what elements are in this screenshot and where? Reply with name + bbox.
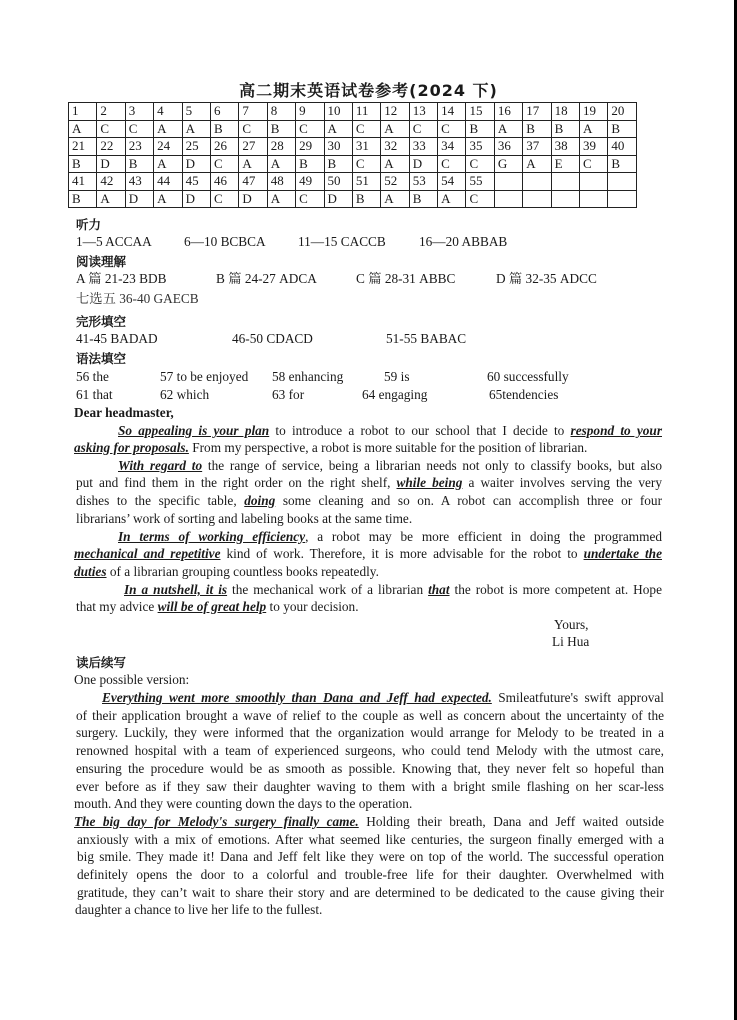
question-number-cell: 23 [125,138,153,156]
question-number-cell: 54 [438,173,466,191]
question-number-row [69,173,637,191]
question-number-cell: 4 [154,103,182,121]
key-phrase: In a nutshell, it is [124,582,228,597]
key-sentence: Everything went more smoothly than Dana and Jeff had expected. [102,690,492,705]
letter-closing: Yours, [554,617,589,632]
answer-cell: D [324,190,352,208]
answer-cell: B [409,190,437,208]
letter-p2-line2: put and find them in the right order on the right shelf, while being a waiter involves serving the very [76,475,662,490]
key-phrase: duties [74,564,107,579]
question-number-cell: 28 [267,138,295,156]
answer-cell: B [210,120,238,138]
question-number-cell [608,173,637,191]
reading-group: A 篇 21-23 BDB [76,271,167,286]
answer-cell [523,190,551,208]
key-phrase: undertake the [583,546,662,561]
question-number-cell: 31 [352,138,380,156]
letter-p1-line2: asking for proposals. From my perspective, a robot is more suitable for the position of librarian. [74,440,588,455]
answer-cell [608,190,637,208]
answer-cell: A [381,120,409,138]
answer-cell: D [182,155,210,173]
question-number-cell: 8 [267,103,295,121]
heading-listening: 听力 [76,217,102,232]
answer-row [69,120,637,138]
seven-choose-five: 七选五 36-40 GAECB [76,291,199,306]
answer-cell: B [608,120,637,138]
cont-p2-line: big smile. They made it! Dana and Jeff felt like they were on top of the world. The successful operation [77,849,664,864]
cont-p1-line: ever before as if they saw their daughter waving to them with a bright smile flashing on her scar-less [76,779,664,794]
answer-cell: D [97,155,125,173]
letter-p2-line1: With regard to the range of service, being a librarian needs not only to classify books, but also [118,458,662,473]
cloze-group: 46-50 CDACD [232,331,313,346]
question-number-cell: 52 [381,173,409,191]
answer-cell: A [580,120,608,138]
key-phrase: doing [244,493,276,508]
question-number-cell: 50 [324,173,352,191]
question-number-cell: 26 [210,138,238,156]
key-phrase: while being [396,475,463,490]
question-number-cell: 10 [324,103,352,121]
question-number-cell: 53 [409,173,437,191]
grammar-item: 59 is [384,369,410,384]
cloze-group: 41-45 BADAD [76,331,158,346]
answer-cell: A [438,190,466,208]
key-phrase: respond to your [570,423,662,438]
question-number-row [69,138,637,156]
answer-cell: B [551,120,579,138]
answer-cell: A [381,155,409,173]
question-number-cell: 34 [438,138,466,156]
listening-group: 6—10 BCBCA [184,234,266,249]
question-number-cell: 7 [239,103,267,121]
key-phrase: that [428,582,450,597]
answer-cell: A [381,190,409,208]
cont-p1-line: surgery. Luckily, they were informed that the organization would arrange for Melody to be treated in a [76,725,664,740]
question-number-cell: 40 [608,138,637,156]
question-number-cell: 2 [97,103,125,121]
answer-cell [494,190,522,208]
question-number-cell: 30 [324,138,352,156]
question-number-cell: 17 [523,103,551,121]
answer-cell [551,190,579,208]
question-number-cell: 45 [182,173,210,191]
answer-cell: C [466,155,494,173]
answer-cell: A [69,120,97,138]
question-number-cell [551,173,579,191]
answer-cell: B [69,155,97,173]
answer-cell: G [494,155,522,173]
question-number-cell: 6 [210,103,238,121]
answer-cell: A [154,120,182,138]
answer-cell: B [352,190,380,208]
answer-cell: B [324,155,352,173]
question-number-cell: 18 [551,103,579,121]
question-number-cell: 51 [352,173,380,191]
answer-cell: C [97,120,125,138]
letter-p3-line1: In terms of working efficiency, a robot may be more efficient in doing the programmed [118,529,662,544]
question-number-cell: 14 [438,103,466,121]
question-number-cell: 32 [381,138,409,156]
cont-p2-line: anxiously with a mix of emotions. After what seemed like centuries, the surgeon finally emerged with a [77,832,664,847]
answer-cell: D [239,190,267,208]
question-number-cell: 22 [97,138,125,156]
grammar-item: 60 successfully [487,369,569,384]
heading-continuation: 读后续写 [76,655,127,670]
cont-p2-line: daughter a chance to live her life to the fullest. [75,902,323,917]
grammar-item: 56 the [76,369,109,384]
question-number-cell: 19 [580,103,608,121]
question-number-cell: 55 [466,173,494,191]
answer-cell: C [438,155,466,173]
answer-cell: A [267,155,295,173]
cont-p1-line: renowned hospital with a team of experienced surgeons, who could tend Melody with the utmost care, [76,743,664,758]
answer-cell: A [267,190,295,208]
question-number-cell: 39 [580,138,608,156]
heading-cloze: 完形填空 [76,314,127,329]
answer-cell: C [210,155,238,173]
question-number-cell: 42 [97,173,125,191]
question-number-cell: 48 [267,173,295,191]
heading-grammar: 语法填空 [76,351,127,366]
question-number-cell: 46 [210,173,238,191]
question-number-cell: 44 [154,173,182,191]
answer-cell: D [182,190,210,208]
key-phrase: So appealing is your plan [118,423,270,438]
question-number-cell: 33 [409,138,437,156]
cont-p2-line: definitely opens the door to a colorful and trouble-free life for their daughter. Overwhelmed with [77,867,664,882]
answer-cell: B [125,155,153,173]
heading-reading: 阅读理解 [76,254,127,269]
answer-cell: D [125,190,153,208]
key-phrase: asking for proposals. [74,440,189,455]
answer-cell: A [154,190,182,208]
answer-cell: A [239,155,267,173]
answer-cell: C [352,155,380,173]
answer-cell: C [239,120,267,138]
answer-cell: A [182,120,210,138]
question-number-row [69,103,637,121]
question-number-cell: 1 [69,103,97,121]
question-number-cell: 20 [608,103,637,121]
answer-cell: C [296,120,324,138]
answer-cell: C [352,120,380,138]
cont-p1-line: mouth. And they were counting down the days to the operation. [74,796,413,811]
letter-p3-line2: mechanical and repetitive kind of work. Therefore, it is more advisable for the robot to undertake the [74,546,662,561]
answer-cell: C [466,190,494,208]
question-number-cell: 3 [125,103,153,121]
question-number-cell: 41 [69,173,97,191]
reading-group: C 篇 28-31 ABBC [356,271,456,286]
question-number-cell [494,173,522,191]
answer-cell: B [267,120,295,138]
question-number-cell: 24 [154,138,182,156]
answer-cell: C [296,190,324,208]
question-number-cell [580,173,608,191]
cont-p1-line1: Everything went more smoothly than Dana and Jeff had expected. Smileatfuture's swift approval [102,690,664,705]
answer-cell: C [125,120,153,138]
listening-group: 16—20 ABBAB [419,234,508,249]
letter-p1-line1: So appealing is your plan to introduce a robot to our school that I decide to respond to your [118,423,662,438]
answer-cell: C [409,120,437,138]
grammar-item: 64 engaging [362,387,428,402]
grammar-item: 61 that [76,387,113,402]
listening-group: 11—15 CACCB [298,234,386,249]
question-number-cell: 15 [466,103,494,121]
letter-p3-line3: duties of a librarian grouping countless books repeatedly. [74,564,379,579]
key-phrase: mechanical and repetitive [74,546,221,561]
answer-cell: C [210,190,238,208]
answer-cell: D [409,155,437,173]
key-phrase: With regard to [118,458,203,473]
question-number-cell: 49 [296,173,324,191]
answer-cell: A [494,120,522,138]
cloze-group: 51-55 BABAC [386,331,467,346]
key-phrase: In terms of working efficiency [118,529,306,544]
cont-p1-line: of their application brought a wave of relief to the couple as well as concern about the uncertainty of the [76,708,664,723]
question-number-cell [523,173,551,191]
answer-cell: A [154,155,182,173]
question-number-cell: 29 [296,138,324,156]
question-number-cell: 25 [182,138,210,156]
answer-cell: A [523,155,551,173]
answer-cell: A [324,120,352,138]
cont-p2-line1: The big day for Melody's surgery finally came. Holding their breath, Dana and Jeff waited outside [74,814,664,829]
answer-cell: B [608,155,637,173]
grammar-item: 58 enhancing [272,369,344,384]
question-number-cell: 27 [239,138,267,156]
answer-cell: B [296,155,324,173]
answer-cell: A [97,190,125,208]
answer-cell: B [69,190,97,208]
grammar-item: 63 for [272,387,305,402]
answer-table [68,102,637,208]
question-number-cell: 12 [381,103,409,121]
letter-salutation: Dear headmaster, [74,405,174,420]
question-number-cell: 36 [494,138,522,156]
question-number-cell: 35 [466,138,494,156]
continuation-intro: One possible version: [74,672,190,687]
grammar-item: 65tendencies [489,387,559,402]
key-sentence: The big day for Melody's surgery finally came. [74,814,359,829]
answer-cell: B [523,120,551,138]
listening-group: 1—5 ACCAA [76,234,152,249]
question-number-cell: 38 [551,138,579,156]
answer-row [69,190,637,208]
letter-signature: Li Hua [552,634,590,649]
answer-cell: C [438,120,466,138]
question-number-cell: 13 [409,103,437,121]
cont-p2-line: gratitude, they can’t wait to share their story and are determined to be dedicated to the cause giving their [77,885,664,900]
answer-row [69,155,637,173]
question-number-cell: 9 [296,103,324,121]
grammar-item: 57 to be enjoyed [160,369,249,384]
question-number-cell: 5 [182,103,210,121]
question-number-cell: 16 [494,103,522,121]
answer-cell [580,190,608,208]
question-number-cell: 11 [352,103,380,121]
answer-cell: B [466,120,494,138]
letter-p2-line4: librarians’ work of sorting and labeling books at the same time. [76,511,413,526]
letter-p4-line2: that my advice will be of great help to your decision. [76,599,359,614]
question-number-cell: 47 [239,173,267,191]
question-number-cell: 21 [69,138,97,156]
question-number-cell: 43 [125,173,153,191]
key-phrase: will be of great help [157,599,267,614]
grammar-item: 62 which [160,387,210,402]
answer-cell: E [551,155,579,173]
answer-cell: C [580,155,608,173]
cont-p1-line: ensuring the procedure would be as smooth as possible. Knowing that, they never felt so hopeful than [76,761,664,776]
reading-group: D 篇 32-35 ADCC [496,271,597,286]
reading-group: B 篇 24-27 ADCA [216,271,317,286]
letter-p2-line3: dishes to the specific table, doing some cleaning and so on. A robot can accomplish three or four [76,493,662,508]
letter-p4-line1: In a nutshell, it is the mechanical work of a librarian that the robot is more competent at. Hope [124,582,662,597]
page-title: 高二期末英语试卷参考(2024 下) [239,81,498,100]
question-number-cell: 37 [523,138,551,156]
